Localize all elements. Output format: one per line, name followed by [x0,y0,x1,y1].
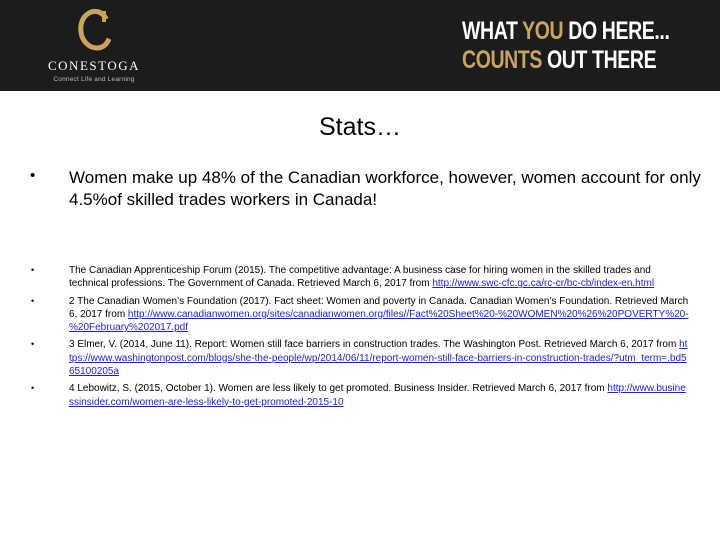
logo-tagline: Connect Life and Learning [53,76,135,83]
reference-text [69,295,690,335]
reference-item [30,382,690,409]
slogan-word: OUT THERE [541,46,657,74]
reference-link[interactable]: http://www.businessinsider.com/women-are-less-likely-to-get-promoted-2015-10 [69,383,686,408]
reference-link[interactable]: http://www.canadianwomen.org/sites/canadianwomen.org/files//Fact%20Sheet%20-%20WOMEN%20%26%20POVERTY%20-%20February%202017.pdf [69,308,689,334]
bullet-dot: • [31,265,35,275]
reference-link[interactable]: http://www.swc-cfc.gc.ca/rc-cr/bc-cb/index-en.html [432,278,655,290]
slogan [462,17,670,75]
reference-text [69,264,690,291]
slide-title: Stats… [319,113,401,141]
conestoga-c-emblem-icon [77,8,111,52]
header-banner [0,0,720,91]
bullet-dot: • [30,167,36,184]
slogan-line-1 [462,17,670,46]
bullet-dot: • [31,383,35,394]
reference-citation: 3 Elmer, V. (2014, June 11). Report: Women still face barriers in construction trades. The Washington Post. Retrieved March 6, 2017 from [69,339,680,351]
reference-text [69,382,690,409]
reference-item [30,338,690,378]
references-list [30,264,690,413]
reference-item [30,295,690,335]
slogan-word-highlight: COUNTS [462,46,542,74]
reference-citation: 2 The Canadian Women’s Foundation (2017). Fact sheet: Women and poverty in Canada. Canadian Women’s Foundation. Retrieved March 6, 2017 from [69,295,689,320]
conestoga-logo[interactable] [34,8,154,88]
slogan-word: WHAT [462,17,523,45]
reference-link[interactable]: https://www.washingtonpost.com/blogs/she-the-people/wp/2014/06/11/report-women-still-face-barriers-in-construction-trades/?utm_term=.bd565100205a [69,339,688,378]
reference-text [69,338,690,378]
bullet-dot: • [31,339,35,350]
slogan-line-2 [462,46,657,75]
bullet-dot: • [31,295,35,306]
reference-citation: 4 Lebowitz, S. (2015, October 1). Women are less likely to get promoted. Business Insider. Retrieved March 6, 2017 from [69,383,608,395]
main-bullet-text: Women make up 48% of the Canadian workforce, however, women account for only 4.5%of skilled trades workers in Canada! [69,168,701,209]
slogan-word-highlight: YOU [522,17,564,45]
slogan-word: DO HERE... [563,17,670,45]
logo-name: CONESTOGA [48,58,140,73]
reference-citation: The Canadian Apprenticeship Forum (2015). The competitive advantage: A business case for hiring women in the skilled trades and technical professions. The Government of Canada. Retrieved March 6, 2017 from [69,265,651,290]
reference-item [30,264,690,291]
